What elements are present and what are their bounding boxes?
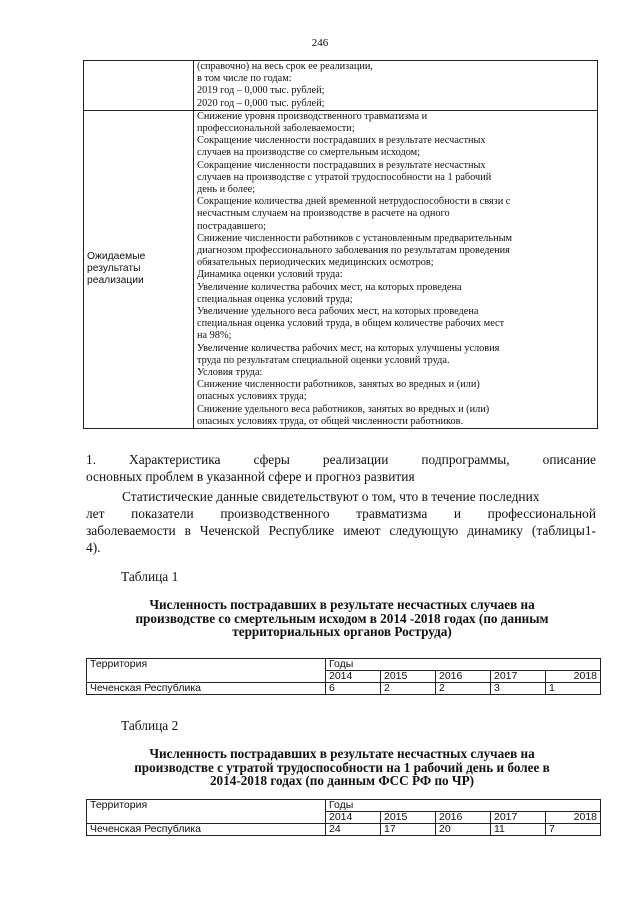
funding-line: 2020 год – 0,000 тыс. рублей;: [197, 97, 325, 109]
result-line: труда по результатам специальной оценки условий труда.: [197, 354, 450, 366]
result-line: Динамика оценки условий труда:: [197, 269, 343, 281]
section-heading: [86, 451, 596, 485]
funding-content-cell: [194, 61, 598, 111]
table1-title-line: территориальных органов Роструда): [232, 624, 452, 640]
expected-results-row: [84, 110, 598, 428]
funding-label-cell: [84, 61, 194, 111]
funding-line: в том числе по годам:: [197, 73, 292, 85]
result-line: Условия труда:: [197, 367, 263, 379]
table1-year-cell: 2016: [436, 671, 491, 683]
result-line: Увеличение количества рабочих мест, на которых проведена: [197, 281, 462, 293]
table1-value-cell: 3: [491, 683, 546, 695]
result-line: случаев на производстве со смертельным исходом;: [197, 147, 421, 159]
result-line: специальная оценка условий труда, в общем количестве рабочих мест: [197, 318, 505, 330]
result-line: Сокращение количества дней временной нетрудоспособности в связи с: [197, 196, 511, 208]
result-line: диагнозом профессионального заболевания по результатам проведения: [197, 245, 510, 257]
result-line: Увеличение удельного веса рабочих мест, на которых проведена: [197, 306, 479, 318]
table2-caption: Таблица 2: [121, 718, 179, 733]
result-line: обязательных периодических медицинских осмотров;: [197, 257, 434, 269]
table2-title-line: производстве с утратой трудоспособности на 1 рабочий день и более в: [134, 759, 550, 775]
table1-year-cell: 2014: [326, 671, 381, 683]
body-line: лет показатели производственного травматизма и профессиональной: [86, 506, 596, 521]
result-line: случаев на производстве с утратой трудоспособности на 1 рабочий: [197, 171, 492, 183]
result-line: Снижение удельного веса работников, занятых во вредных и (или): [197, 403, 490, 415]
table1: [86, 658, 601, 695]
table1-year-cell: 2017: [491, 671, 546, 683]
result-line: Снижение уровня производственного травматизма и: [197, 110, 428, 122]
body-line: заболеваемости в Чеченской Республике имеют следующую динамику (таблицы1-: [86, 523, 596, 538]
funding-line: (справочно) на весь срок ее реализации,: [197, 61, 373, 72]
body-line: Статистические данные свидетельствуют о том, что в течение последних: [122, 489, 540, 504]
table2-year-cell: 2015: [381, 812, 436, 824]
page-number: 246: [311, 37, 329, 49]
table2-row-label: Чеченская Республика: [87, 824, 326, 836]
result-line: специальная оценка условий труда;: [197, 293, 353, 305]
table2-year-cell: 2018: [546, 812, 601, 824]
table1-value-cell: 2: [381, 683, 436, 695]
table1-header-row: [87, 659, 601, 671]
table1-title-line: Численность пострадавших в результате несчастных случаев на: [149, 597, 535, 612]
table2-years-header: Годы: [326, 800, 601, 812]
table2-year-cell: 2017: [491, 812, 546, 824]
table1-title: [86, 598, 598, 639]
table2-value-cell: 24: [326, 824, 381, 836]
result-line: опасных условиях труда, от общей численности работников.: [197, 415, 464, 427]
result-line: день и более;: [197, 184, 256, 196]
result-line: профессиональной заболеваемости;: [197, 123, 355, 135]
result-line: Сокращение численности пострадавших в результате несчастных: [197, 135, 486, 147]
table2-data-row: [87, 824, 601, 836]
table2-value-cell: 20: [436, 824, 491, 836]
result-line: несчастным случаем на производстве в расчете на одного: [197, 208, 450, 220]
table1-value-cell: 2: [436, 683, 491, 695]
body-line: 4).: [86, 540, 101, 555]
result-line: на 98%;: [197, 330, 232, 342]
expected-results-content: [194, 110, 598, 428]
table1-title-line: производстве со смертельным исходом в 2014 -2018 годах (по данным: [135, 610, 549, 626]
table2-value-cell: 11: [491, 824, 546, 836]
table1-row-label: Чеченская Республика: [87, 683, 326, 695]
result-line: Снижение численности работников с установленным предварительным: [197, 232, 513, 244]
table2-territory-header: Территория: [87, 800, 326, 824]
result-line: Увеличение количества рабочих мест, на которых улучшены условия: [197, 342, 500, 354]
table1-data-row: [87, 683, 601, 695]
table2: [86, 799, 601, 836]
table2-year-cell: 2016: [436, 812, 491, 824]
table2-title-line: Численность пострадавших в результате несчастных случаев на: [149, 746, 535, 761]
result-line: Сокращение численности пострадавших в результате несчастных: [197, 159, 486, 171]
result-line: Снижение численности работников, занятых во вредных и (или): [197, 379, 480, 391]
table1-years-header: Годы: [326, 659, 601, 671]
expected-results-label: Ожидаемые результаты реализации: [84, 110, 194, 428]
table2-header-row: [87, 800, 601, 812]
table1-territory-header: Территория: [87, 659, 326, 683]
table2-value-cell: 7: [546, 824, 601, 836]
table1-year-cell: 2015: [381, 671, 436, 683]
funding-line: 2019 год – 0,000 тыс. рублей;: [197, 85, 325, 97]
section-heading-line: основных проблем в указанной сфере и прогноз развития: [86, 469, 415, 484]
table2-title: [86, 747, 598, 788]
table1-caption: Таблица 1: [121, 569, 179, 584]
table2-title-line: 2014-2018 годах (по данным ФСС РФ по ЧР): [209, 773, 475, 789]
funding-row: [84, 61, 598, 111]
passport-table: [83, 60, 598, 429]
table1-year-cell: 2018: [546, 671, 601, 683]
result-line: пострадавшего;: [197, 220, 266, 232]
section-body: [86, 488, 596, 556]
result-line: опасных условиях труда;: [197, 391, 307, 403]
table1-value-cell: 6: [326, 683, 381, 695]
table1-value-cell: 1: [546, 683, 601, 695]
table2-value-cell: 17: [381, 824, 436, 836]
section-heading-line: 1. Характеристика сферы реализации подпрограммы, описание: [86, 452, 596, 467]
table2-year-cell: 2014: [326, 812, 381, 824]
